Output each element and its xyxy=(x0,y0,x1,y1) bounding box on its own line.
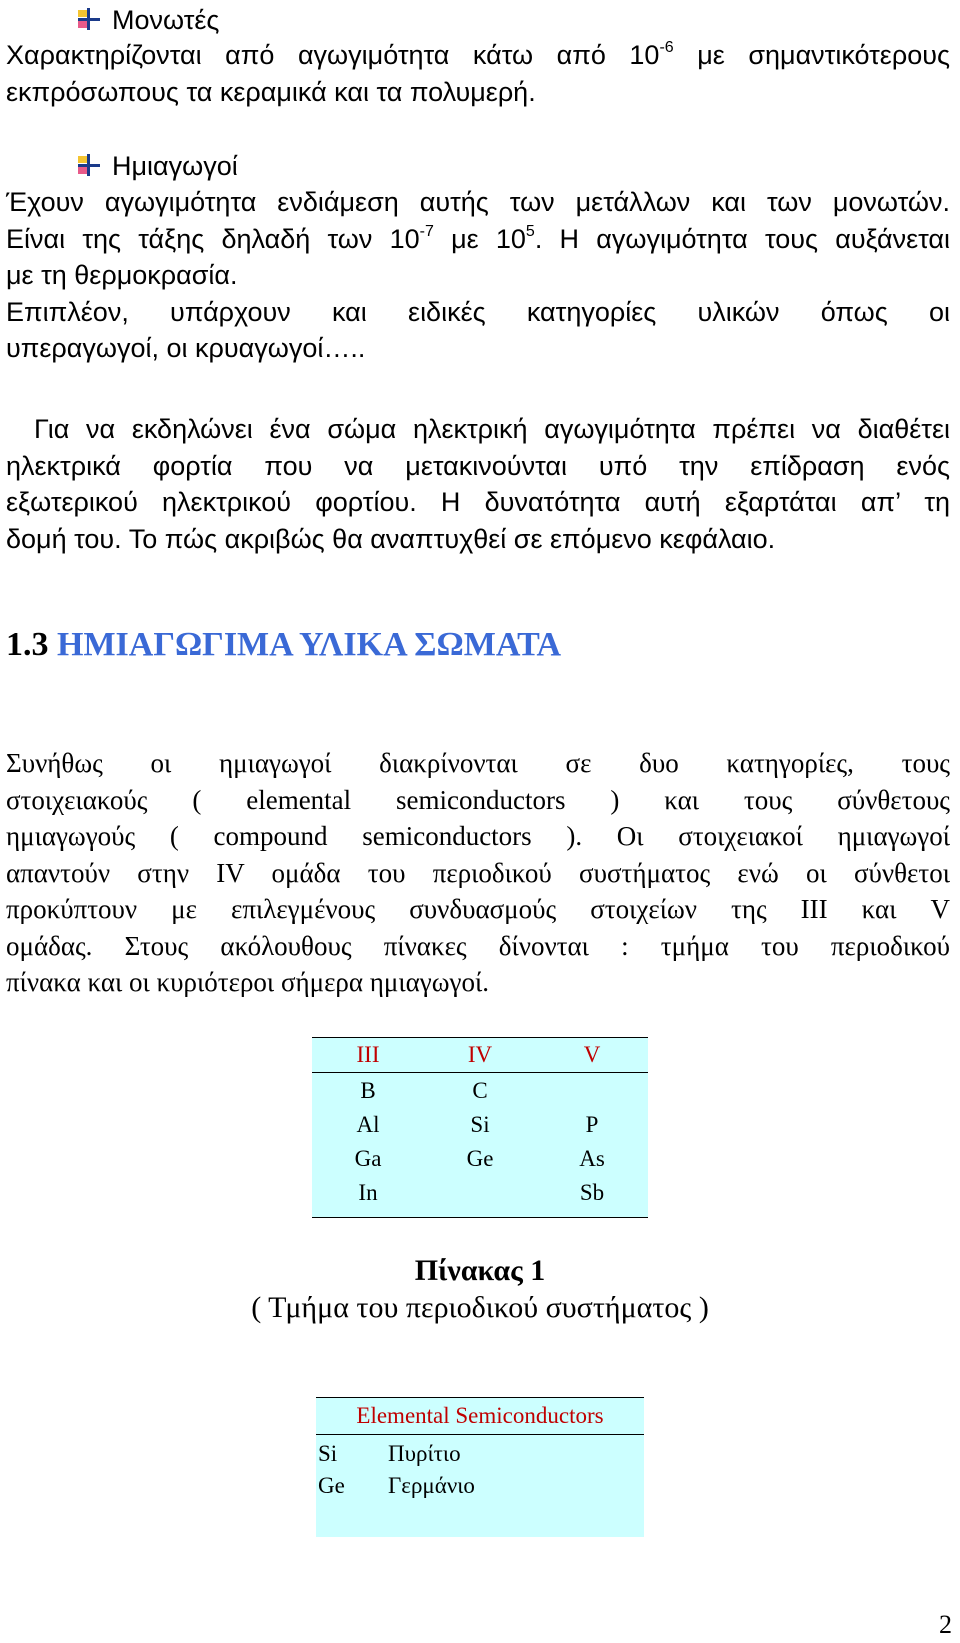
table1-header-v: V xyxy=(583,1042,601,1067)
insulators-line-1: Χαρακτηρίζονται από αγωγιμότητα κάτω από $10^{-6}$ με σημαντικότερους xyxy=(6,39,950,70)
semiconductors-line-2: Είναι της τάξης δηλαδή των $10^{-7}$ με $10^5$. Η αγωγιμότητα τους αυξάνεται xyxy=(6,222,951,254)
insulators-title: Μονωτές xyxy=(112,4,220,35)
table-row xyxy=(312,1074,648,1108)
element-symbol: Si xyxy=(318,1441,338,1466)
table-cell: B xyxy=(360,1078,376,1103)
table1-header-iii: III xyxy=(356,1042,380,1067)
table-cell: C xyxy=(472,1078,488,1103)
table-cell: P xyxy=(585,1112,599,1137)
pin-bullet-icon xyxy=(76,7,102,33)
semiconductors-line-3: με τη θερμοκρασία. xyxy=(6,260,238,290)
semiconductors-line-4: Επιπλέον, υπάρχουν και ειδικές κατηγορίες υλικών όπως οι xyxy=(6,296,950,327)
semiconductors-title: Ημιαγωγοί xyxy=(112,150,238,181)
periodic-table-excerpt xyxy=(312,1037,648,1218)
conductivity-line-3: εξωτερικού ηλεκτρικού φορτίου. Η δυνατότητα αυτή εξαρτάται απ’ τη xyxy=(6,487,950,517)
insulators-line-2: εκπρόσωπους τα κεραμικά και τα πολυμερή. xyxy=(6,76,536,107)
categories-line-5: προκύπτουν με επιλεγμένους συνδυασμούς στοιχείων της III και V xyxy=(6,894,950,924)
insulators-paragraph xyxy=(6,37,950,110)
heading-text: ΗΜΙΑΓΩΓΙΜΑ ΥΛΙΚΑ ΣΩΜΑΤΑ xyxy=(57,626,562,663)
table-row xyxy=(312,1142,648,1176)
table2-header: Elemental Semiconductors xyxy=(316,1398,644,1435)
conductivity-line-1: Για να εκδηλώνει ένα σώμα ηλεκτρική αγωγιμότητα πρέπει να διαθέτει xyxy=(34,414,950,444)
table-cell: Si xyxy=(470,1112,490,1137)
table-row xyxy=(316,1438,644,1470)
categories-line-1: Συνήθως οι ημιαγωγοί διακρίνονται σε δυο κατηγορίες, τους xyxy=(6,748,950,778)
semiconductors-paragraph xyxy=(6,184,950,367)
table1-caption-title: Πίνακας 1 xyxy=(414,1254,546,1287)
table-cell: Al xyxy=(356,1112,380,1137)
table-cell: Sb xyxy=(579,1180,605,1205)
element-name: Γερμάνιο xyxy=(388,1473,475,1498)
page-number: 2 xyxy=(939,1610,952,1639)
table-cell: Ga xyxy=(354,1146,382,1171)
table1-caption-subtitle: ( Τμήμα του περιοδικού συστήματος ) xyxy=(251,1291,709,1324)
conductivity-line-4: δομή του. Το πώς ακριβώς θα αναπτυχθεί σε επόμενο κεφάλαιο. xyxy=(6,523,776,554)
categories-line-3: ημιαγωγούς ( compound semiconductors ). Οι στοιχειακοί ημιαγωγοί xyxy=(6,821,950,851)
bullet-insulators xyxy=(76,2,219,38)
table-cell: As xyxy=(579,1146,605,1171)
semiconductors-line-5: υπεραγωγοί, οι κρυαγωγοί….. xyxy=(6,333,366,363)
conductivity-line-2: ηλεκτρικά φορτία που να μετακινούνται υπό την επίδραση ενός xyxy=(6,450,950,481)
table1-header-iv: IV xyxy=(467,1042,493,1067)
heading-number: 1.3 xyxy=(6,626,49,663)
pin-bullet-icon xyxy=(76,153,102,179)
table1-header-row xyxy=(312,1038,648,1073)
element-symbol: Ge xyxy=(318,1473,345,1498)
categories-paragraph xyxy=(6,745,950,1001)
categories-line-4: απαντούν στην IV ομάδα του περιοδικού συστήματος ενώ οι σύνθετοι xyxy=(6,857,950,888)
section-heading xyxy=(6,626,561,664)
element-name: Πυρίτιο xyxy=(388,1441,461,1466)
elemental-semiconductors-table xyxy=(316,1397,644,1537)
conductivity-paragraph xyxy=(6,411,950,557)
table-row xyxy=(312,1176,648,1210)
categories-line-2: στοιχειακούς ( elemental semiconductors ) και τους σύνθετους xyxy=(6,784,950,815)
semiconductors-line-1: Έχουν αγωγιμότητα ενδιάμεση αυτής των μετάλλων και των μονωτών. xyxy=(6,187,950,217)
bullet-semiconductors xyxy=(76,148,238,184)
categories-line-6: ομάδας. Στους ακόλουθους πίνακες δίνονται : τμήμα του περιοδικού xyxy=(6,930,950,961)
categories-line-7: πίνακα και οι κυριότεροι σήμερα ημιαγωγοί. xyxy=(6,967,489,997)
table-row xyxy=(312,1108,648,1142)
table-cell: In xyxy=(358,1180,378,1205)
table-cell: Ge xyxy=(466,1146,494,1171)
table-row xyxy=(316,1470,644,1502)
